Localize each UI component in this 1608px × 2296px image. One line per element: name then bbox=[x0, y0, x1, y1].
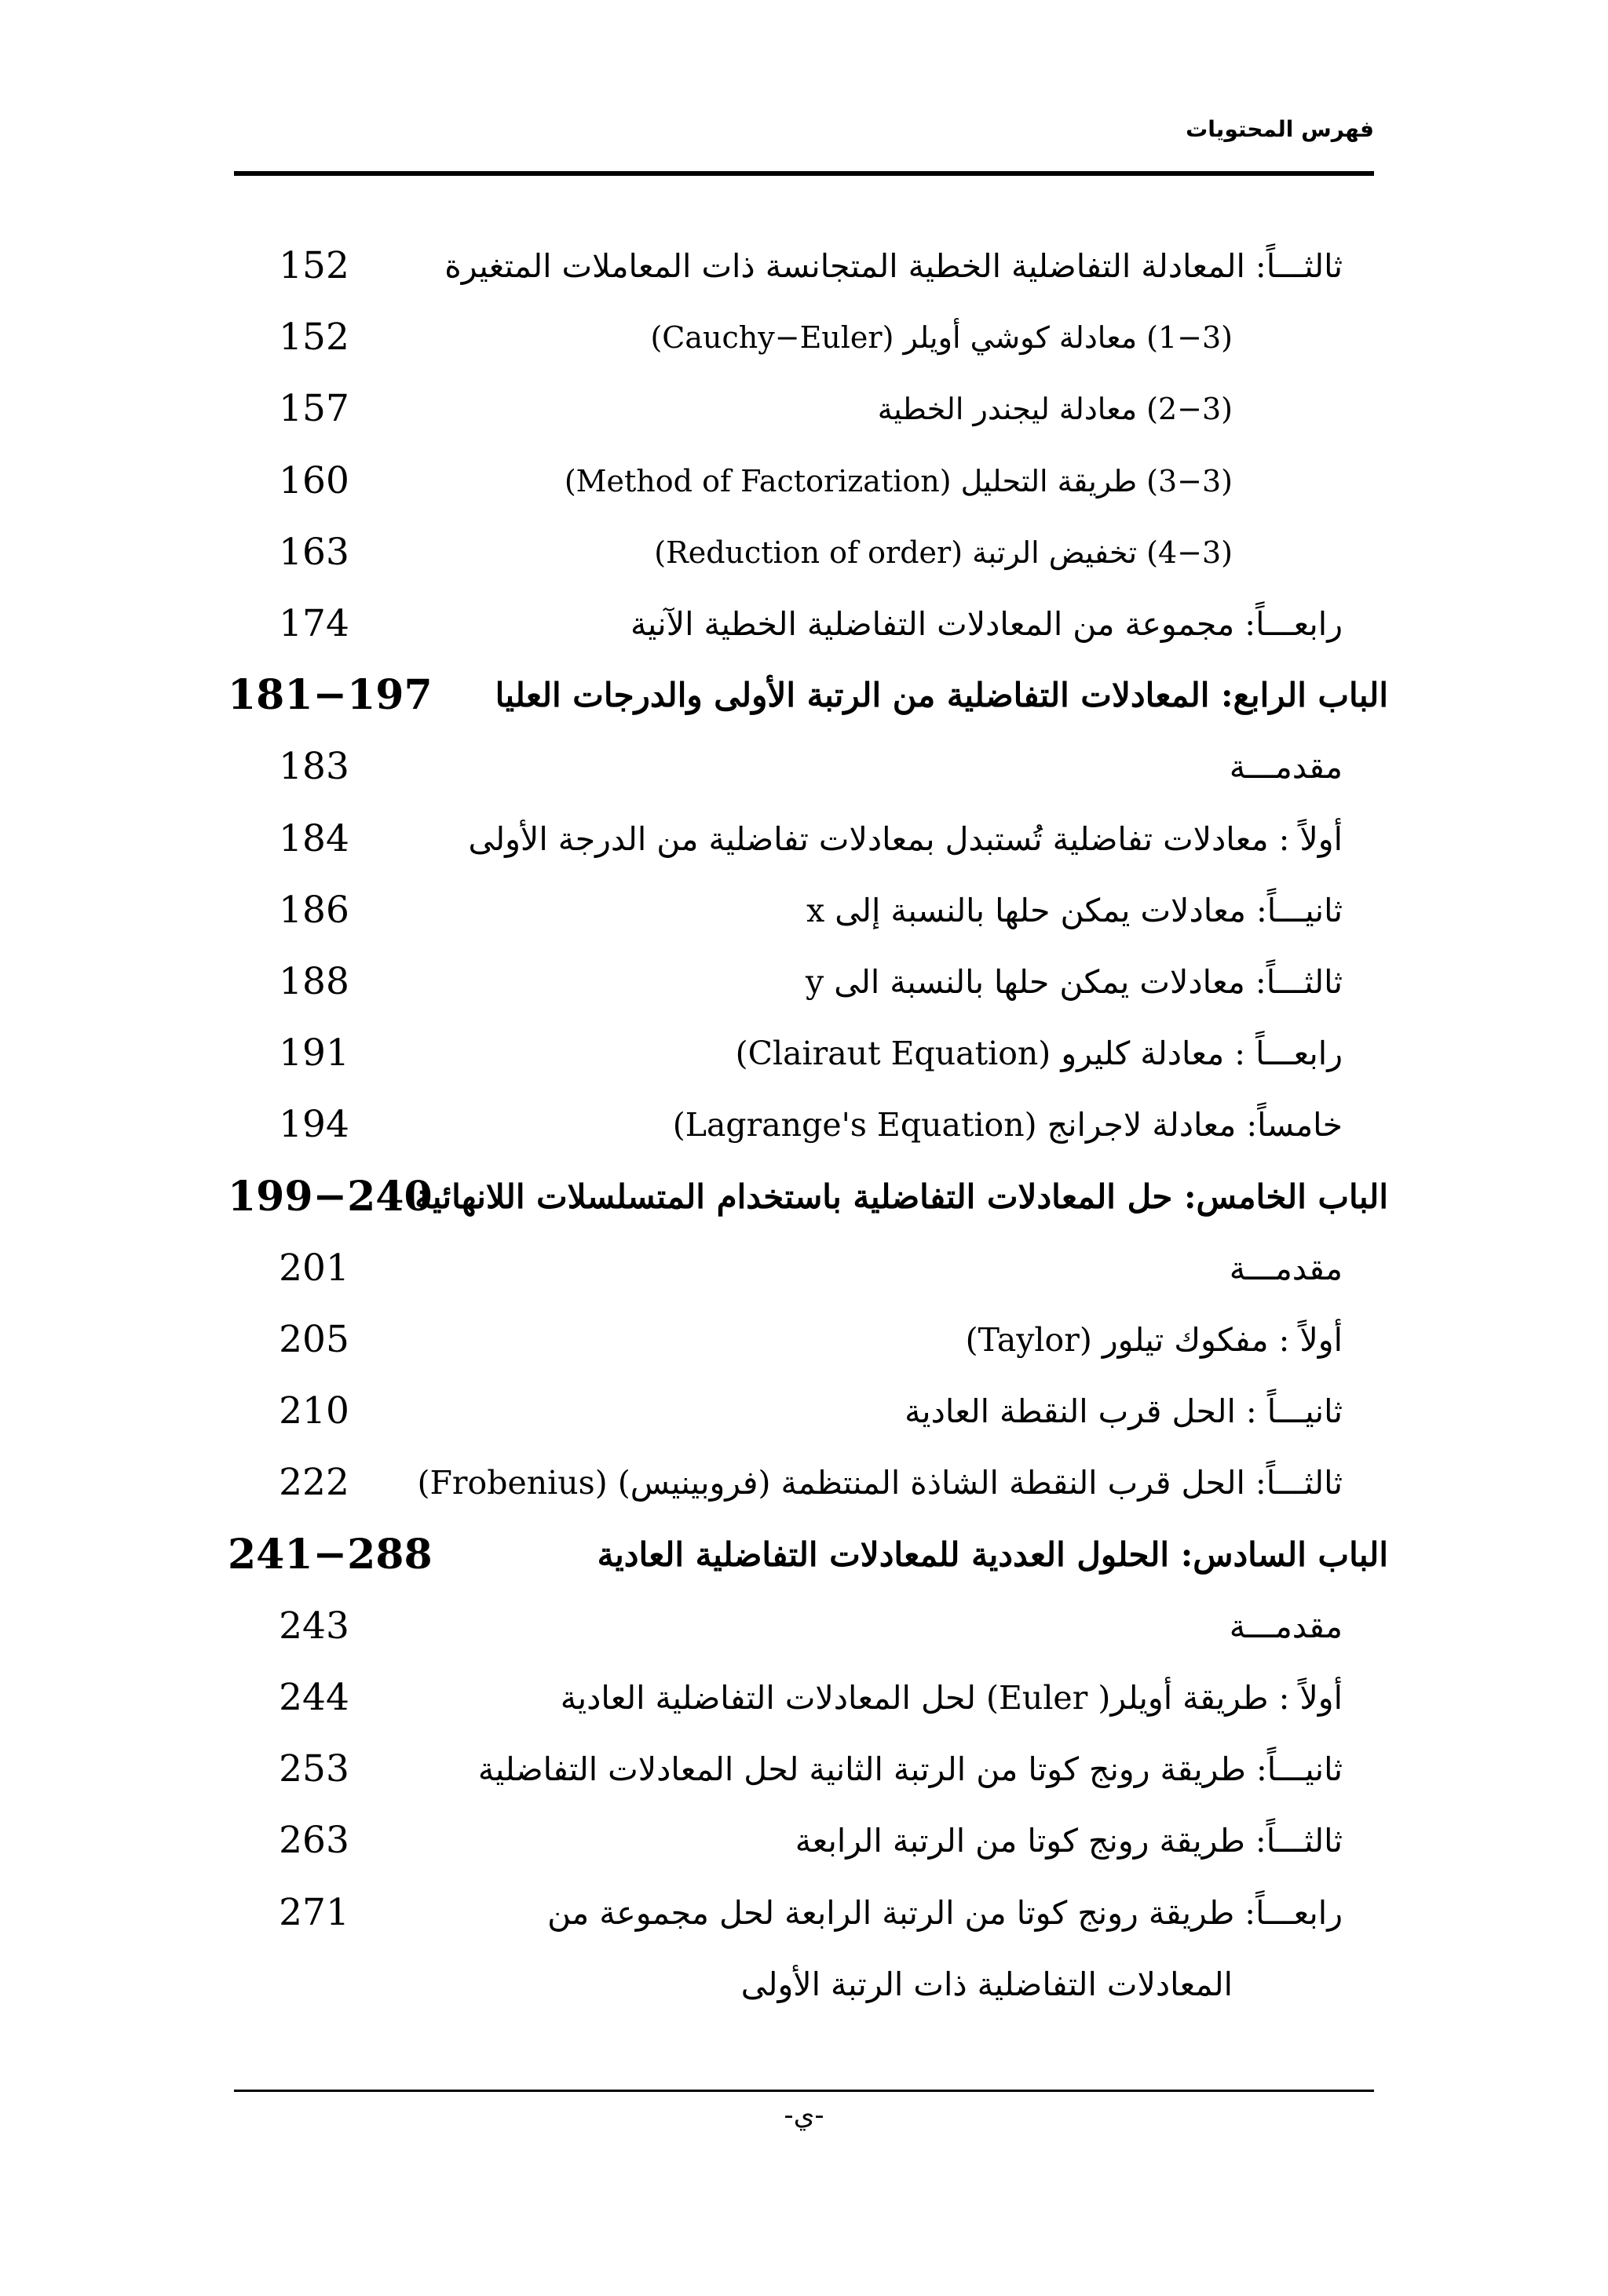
toc-entry-row bbox=[0, 808, 1608, 871]
toc-entry-title: أولاً : مفكوك تيلور (Taylor) bbox=[965, 1321, 1343, 1359]
toc-entry-row bbox=[0, 235, 1608, 297]
toc-entry-title: خامساً: معادلة لاجرانج (Lagrange's Equation) bbox=[672, 1106, 1343, 1144]
toc-entry-page-number: 186 bbox=[279, 889, 349, 932]
toc-entry-row bbox=[0, 879, 1608, 942]
toc-entry-title: رابعـــاً : معادلة كليرو (Clairaut Equation) bbox=[735, 1035, 1343, 1072]
toc-entry-title: (1−3) معادلة كوشي أويلر (Cauchy−Euler) bbox=[650, 320, 1233, 355]
toc-entry-row bbox=[0, 378, 1608, 440]
toc-entry-title: المعادلات التفاضلية ذات الرتبة الأولى bbox=[740, 1966, 1233, 2003]
toc-chapter-title: الباب الخامس: حل المعادلات التفاضلية باستخدام المتسلسلات اللانهائية bbox=[415, 1177, 1388, 1216]
toc-chapter-page-range: 181−197 bbox=[228, 671, 433, 719]
toc-entry-row bbox=[0, 1809, 1608, 1872]
toc-entry-title: مقدمـــة bbox=[1229, 1608, 1343, 1645]
toc-entry-row bbox=[0, 1093, 1608, 1156]
toc-chapter-title: الباب السادس: الحلول العددية للمعادلات التفاضلية العادية bbox=[597, 1535, 1388, 1574]
toc-entry-title: (2−3) معادلة ليجندر الخطية bbox=[877, 392, 1233, 426]
toc-entry-page-number: 210 bbox=[279, 1389, 349, 1433]
toc-entry-page-number: 191 bbox=[279, 1031, 349, 1075]
toc-chapter-page-range: 199−240 bbox=[228, 1173, 433, 1221]
toc-entry-page-number: 263 bbox=[279, 1819, 349, 1862]
toc-entry-title: ثالثـــاً: طريقة رونج كوتا من الرتبة الرابعة bbox=[795, 1822, 1343, 1860]
toc-entry-page-number: 152 bbox=[279, 244, 349, 287]
toc-entry-title: (3−3) طريقة التحليل (Method of Factorization) bbox=[564, 464, 1233, 498]
toc-entry-row bbox=[0, 951, 1608, 1013]
toc-chapter-title: الباب الرابع: المعادلات التفاضلية من الرتبة الأولى والدرجات العليا bbox=[495, 676, 1388, 714]
toc-chapter-row bbox=[0, 664, 1608, 727]
toc-entry-row bbox=[0, 450, 1608, 513]
toc-entry-row bbox=[0, 1451, 1608, 1514]
toc-entry-title: ثانيـــاً: معادلات يمكن حلها بالنسبة إلى x bbox=[806, 892, 1343, 929]
toc-chapter-row bbox=[0, 1524, 1608, 1586]
toc-entry-title: رابعـــاً: مجموعة من المعادلات التفاضلية الخطية الآنية bbox=[630, 605, 1343, 643]
toc-entry-page-number: 183 bbox=[279, 745, 349, 788]
toc-entry-row bbox=[0, 1237, 1608, 1300]
toc-entry-row bbox=[0, 521, 1608, 584]
toc-entry-title: ثانيـــاً : الحل قرب النقطة العادية bbox=[904, 1393, 1343, 1430]
toc-entry-page-number: 253 bbox=[279, 1747, 349, 1790]
toc-entry-page-number: 163 bbox=[279, 531, 349, 574]
toc-entry-page-number: 243 bbox=[279, 1604, 349, 1648]
toc-entry-row bbox=[0, 306, 1608, 369]
toc-entry-page-number bbox=[236, 1953, 393, 2016]
toc-entry-title: رابعـــاً: طريقة رونج كوتا من الرتبة الرابعة لحل مجموعة من bbox=[547, 1894, 1343, 1932]
toc-entry-row bbox=[0, 1882, 1608, 1944]
footer-rule bbox=[234, 2090, 1374, 2092]
toc-entry-row bbox=[0, 1666, 1608, 1729]
toc-entry-page-number: 271 bbox=[279, 1891, 349, 1934]
toc-entry-page-number: 194 bbox=[279, 1103, 349, 1146]
toc-entry-page-number: 184 bbox=[279, 817, 349, 860]
toc-entry-title: ثالثـــاً: المعادلة التفاضلية الخطية المتجانسة ذات المعاملات المتغيرة bbox=[444, 247, 1343, 285]
toc-entry-title: مقدمـــة bbox=[1229, 748, 1343, 786]
toc-entry-title: (4−3) تخفيض الرتبة (Reduction of order) bbox=[654, 535, 1233, 570]
toc-entry-page-number: 160 bbox=[279, 459, 349, 502]
toc-entry-title: ثالثـــاً: الحل قرب النقطة الشاذة المنتظمة (فروبينيس) (Frobenius) bbox=[417, 1464, 1343, 1502]
toc-entry-page-number: 152 bbox=[279, 316, 349, 359]
toc-entry-title: مقدمـــة bbox=[1229, 1250, 1343, 1287]
toc-entry-row bbox=[0, 1309, 1608, 1371]
toc-entry-page-number: 188 bbox=[279, 960, 349, 1003]
toc-entry-row bbox=[0, 593, 1608, 655]
toc-entry-page-number: 244 bbox=[279, 1676, 349, 1719]
toc-entry-title: أولاً : طريقة أويلر( Euler) لحل المعادلات التفاضلية العادية bbox=[560, 1679, 1343, 1717]
toc-chapter-row bbox=[0, 1166, 1608, 1228]
toc-entry-page-number: 157 bbox=[279, 387, 349, 430]
toc-entry-page-number: 201 bbox=[279, 1247, 349, 1290]
toc-entry-row bbox=[0, 1738, 1608, 1801]
toc-entry-page-number: 205 bbox=[279, 1318, 349, 1361]
toc-entry-title: أولاً : معادلات تفاضلية تُستبدل بمعادلات تفاضلية من الدرجة الأولى bbox=[468, 820, 1343, 858]
toc-entry-title: ثانيـــاً: طريقة رونج كوتا من الرتبة الثانية لحل المعادلات التفاضلية bbox=[477, 1750, 1343, 1788]
toc-entry-row bbox=[0, 1380, 1608, 1443]
page-header-title: فهرس المحتويات bbox=[1186, 116, 1374, 142]
toc-entry-page-number: 174 bbox=[279, 602, 349, 645]
toc-entry-page-number: 222 bbox=[279, 1461, 349, 1504]
toc-entry-title: ثالثـــاً: معادلات يمكن حلها بالنسبة الى y bbox=[806, 963, 1343, 1001]
page-folio: -ي- bbox=[784, 2100, 824, 2131]
toc-entry-row bbox=[0, 736, 1608, 798]
toc-entry-row bbox=[0, 1953, 1608, 2016]
toc-entry-row bbox=[0, 1595, 1608, 1658]
toc-entry-row bbox=[0, 1022, 1608, 1085]
toc-chapter-page-range: 241−288 bbox=[228, 1531, 433, 1579]
